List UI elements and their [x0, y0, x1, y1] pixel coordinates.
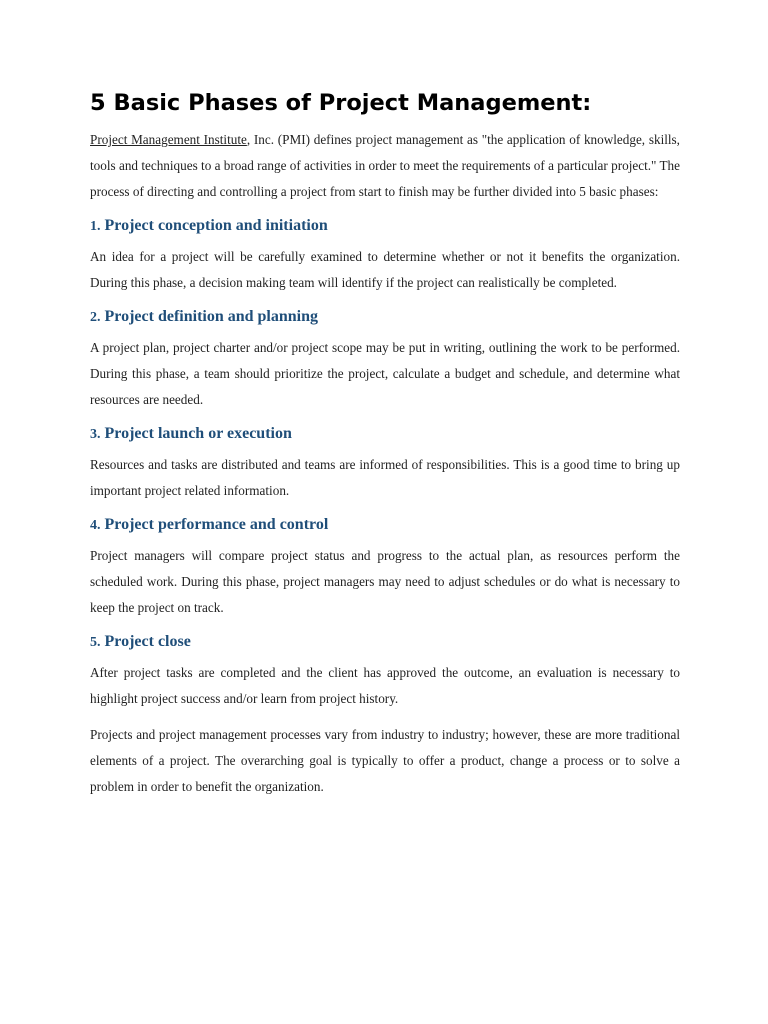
document-page [90, 86, 680, 800]
phase-title: Project performance and control [104, 516, 329, 533]
pmi-link[interactable]: Project Management Institute [90, 132, 247, 147]
phase-5 [90, 629, 680, 712]
phase-heading [90, 421, 680, 448]
phase-4 [90, 512, 680, 621]
phase-description: An idea for a project will be carefully examined to determine whether or not it benefits the organization. During this phase, a decision making team will identify if the project can realistically be completed. [90, 249, 680, 290]
phase-heading [90, 304, 680, 331]
phase-number: 3. [90, 427, 101, 442]
phase-description: After project tasks are completed and the client has approved the outcome, an evaluation is necessary to highlight project success and/or learn from project history. [90, 665, 680, 706]
phase-3 [90, 421, 680, 504]
phase-heading [90, 213, 680, 240]
closing-paragraph: Projects and project management processes vary from industry to industry; however, these are more traditional elements of a project. The overarching goal is typically to offer a product, change a process or to solve a problem in order to benefit the organization. [90, 727, 680, 794]
phase-title: Project definition and planning [104, 308, 319, 325]
phase-number: 5. [90, 635, 101, 650]
intro-text: , Inc. (PMI) defines project management as "the application of knowledge, skills, tools and techniques to a broad range of activities in order to meet the requirements of a particular project." The process of directing and controlling a project from start to finish may be further divided into 5 basic phases: [90, 132, 680, 199]
phase-heading [90, 629, 680, 656]
phase-title: Project close [104, 633, 191, 650]
phase-description: A project plan, project charter and/or project scope may be put in writing, outlining the work to be performed. During this phase, a team should prioritize the project, calculate a budget and schedule, and determine what resources are needed. [90, 340, 680, 407]
phase-title: Project conception and initiation [104, 217, 328, 234]
phase-2 [90, 304, 680, 413]
phase-description: Project managers will compare project status and progress to the actual plan, as resources perform the scheduled work. During this phase, project managers may need to adjust schedules or do what is necessary to keep the project on track. [90, 548, 680, 615]
phase-description: Resources and tasks are distributed and teams are informed of responsibilities. This is a good time to bring up important project related information. [90, 457, 680, 498]
phase-number: 1. [90, 219, 101, 234]
phase-heading [90, 512, 680, 539]
phase-number: 2. [90, 310, 101, 325]
document-title: 5 Basic Phases of Project Management: [90, 90, 592, 116]
intro-paragraph [90, 127, 680, 205]
phase-1 [90, 213, 680, 296]
phase-number: 4. [90, 518, 101, 533]
phase-title: Project launch or execution [104, 425, 292, 442]
